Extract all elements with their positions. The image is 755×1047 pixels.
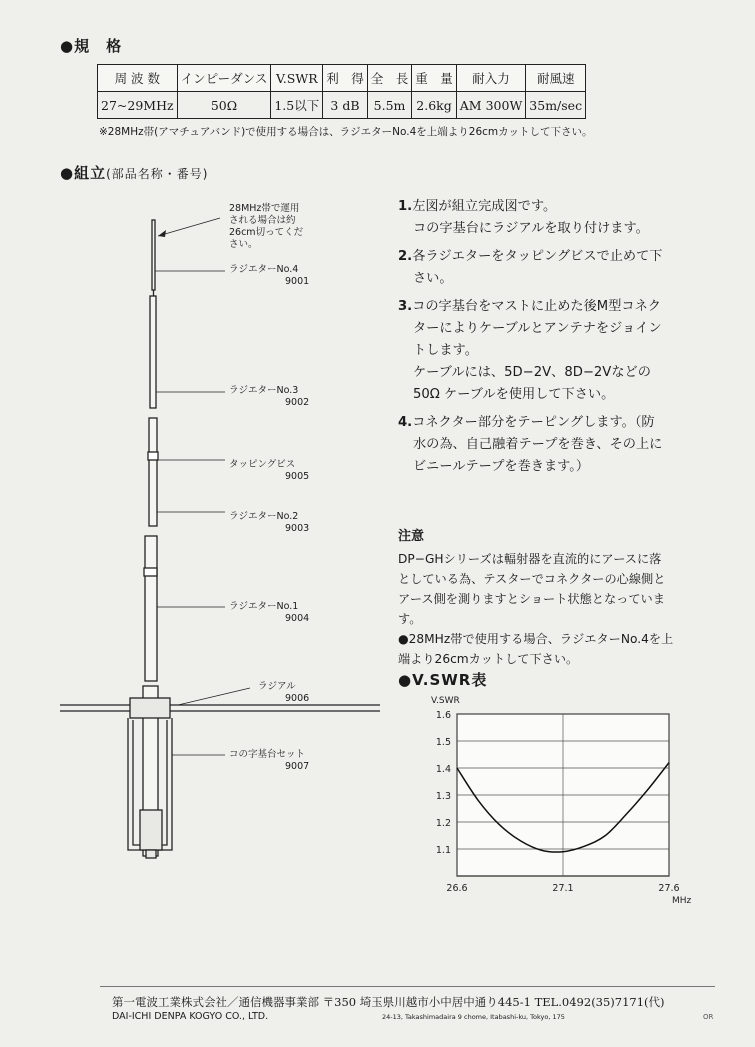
spec-header-cell: 利 得: [323, 65, 368, 92]
step-text: コの字基台をマストに止めた後M型コネク: [412, 299, 661, 314]
spec-note: ※28MHz帯(アマチュアバンド)で使用する場合は、ラジエターNo.4を上端より26cmカットして下さい。: [99, 126, 593, 138]
footer-company: 第一電波工業株式会社／通信機器事業部 〒350 埼玉県川越市小中居中通り445-1 TEL.0492(35)7171(代): [112, 995, 665, 1009]
spec-title: ●規 格: [60, 37, 123, 55]
part-label-radiator-4: ラジエターNo.4 9001: [229, 264, 310, 287]
assembly-subtitle: (部品名称・番号): [106, 167, 209, 181]
caution-line: ●28MHz帯で使用する場合、ラジエターNo.4を上: [398, 632, 674, 646]
caution-line: DP−GHシリーズは輻射器を直流的にアースに落: [398, 552, 662, 566]
assembly-step: [398, 296, 708, 406]
spec-header-cell: 周 波 数: [98, 65, 178, 92]
assembly-steps: [398, 196, 708, 484]
spec-header-cell: 全 長: [367, 65, 412, 92]
step-text: コネクター部分をテーピングします。（防: [412, 415, 655, 430]
spec-header-cell: 耐風速: [526, 65, 586, 92]
step-number: 1.: [398, 199, 413, 214]
chart-xlabel: MHz: [672, 896, 692, 903]
chart-ytick-label: 1.5: [435, 737, 451, 748]
antenna-diagram: [0, 190, 390, 880]
caution-line: す。: [398, 612, 422, 626]
step-text: 各ラジエターをタッピングビスで止めて下: [412, 249, 663, 264]
step-text: ターによりケーブルとアンテナをジョイン: [413, 321, 662, 336]
footer-address: 24-13, Takashimadaira 9 chome, Itabashi-ku, Tokyo, 175: [382, 1013, 565, 1021]
step-number: 3.: [398, 299, 413, 314]
assembly-step: [398, 412, 708, 478]
chart-xtick-label: 27.6: [658, 883, 680, 894]
step-text: さい。: [413, 271, 453, 286]
step-text: ケーブルには、5D−2V、8D−2Vなどの: [413, 365, 651, 380]
corner-mark: OR: [703, 1013, 714, 1021]
chart-ytick-label: 1.1: [435, 845, 451, 856]
spec-value-cell: 50Ω: [177, 92, 271, 119]
chart-ytick-label: 1.4: [435, 764, 451, 775]
assembly-title-main: ●組立: [60, 164, 107, 182]
assembly-title: [60, 162, 208, 183]
step-text: 50Ω ケーブルを使用して下さい。: [413, 387, 615, 402]
spec-value-cell: 5.5m: [367, 92, 412, 119]
spec-header-cell: V.SWR: [271, 65, 323, 92]
vswr-chart: [405, 688, 705, 903]
spec-value-cell: 3 dB: [323, 92, 368, 119]
chart-ylabel: V.SWR: [431, 696, 460, 706]
part-label-radial: ラジアル 9006: [258, 681, 310, 704]
step-number: 2.: [398, 249, 413, 264]
part-label-tapping-screw: タッピングビス 9005: [229, 459, 310, 482]
chart-title: ●V.SWR表: [398, 671, 488, 689]
part-label-u-base: コの字基台セット 9007: [229, 749, 310, 772]
spec-value-cell: 27~29MHz: [98, 92, 178, 119]
caution-line: 端より26cmカットして下さい。: [398, 652, 579, 666]
part-label-radiator-1: ラジエターNo.1 9004: [229, 601, 310, 624]
spec-header-cell: 重 量: [412, 65, 457, 92]
caution-line: としている為、テスターでコネクターの心線側と: [398, 572, 666, 586]
caution-title: 注意: [398, 529, 425, 544]
spec-table: [97, 64, 586, 119]
spec-value-cell: AM 300W: [456, 92, 526, 119]
spec-value-cell: 35m/sec: [526, 92, 586, 119]
cut-note: 28MHz帯で運用 される場合は約 26cm切ってくだ さい。: [229, 203, 304, 250]
spec-value-cell: 1.5以下: [271, 92, 323, 119]
caution-line: アース側を測りますとショート状態となっていま: [398, 592, 665, 606]
footer-english: DAI-ICHI DENPA KOGYO CO., LTD.: [112, 1011, 269, 1022]
step-number: 4.: [398, 415, 413, 430]
chart-xtick-label: 27.1: [552, 883, 574, 894]
step-text: コの字基台にラジアルを取り付けます。: [413, 221, 649, 236]
assembly-step: [398, 196, 708, 240]
step-text: ビニールテープを巻きます。）: [413, 459, 590, 474]
assembly-step: [398, 246, 708, 290]
chart-xtick-label: 26.6: [446, 883, 468, 894]
chart-ytick-label: 1.6: [435, 710, 451, 721]
step-text: トします。: [413, 343, 478, 358]
spec-header-cell: 耐入力: [456, 65, 526, 92]
step-text: 左図が組立完成図です。: [412, 199, 557, 214]
chart-ytick-label: 1.3: [435, 791, 451, 802]
spec-header-cell: インピーダンス: [177, 65, 271, 92]
part-label-radiator-3: ラジエターNo.3 9002: [229, 385, 310, 408]
part-label-radiator-2: ラジエターNo.2 9003: [229, 511, 310, 534]
spec-value-cell: 2.6kg: [412, 92, 457, 119]
step-text: 水の為、自己融着テープを巻き、その上に: [413, 437, 663, 452]
chart-ytick-label: 1.2: [435, 818, 451, 829]
caution-section: [398, 527, 708, 669]
footer-rule: [100, 986, 715, 987]
